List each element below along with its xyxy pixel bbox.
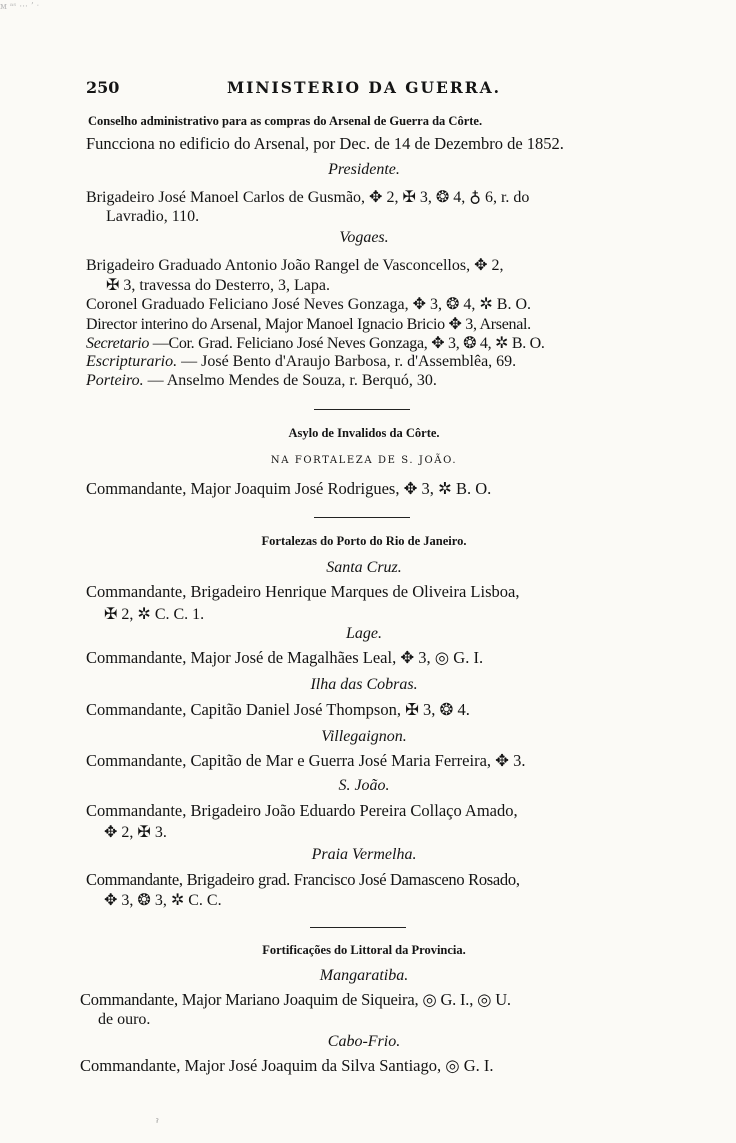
fortalezas-heading: Fortalezas do Porto do Rio de Janeiro. [261, 534, 467, 548]
praia-line1: Commandante, Brigadeiro grad. Francisco José Damasceno Rosado, [86, 870, 520, 889]
secretario-text: —Cor. Grad. Feliciano José Neves Gonzaga, ✥ 3, ❂ 4, ✲ B. O. [152, 335, 545, 352]
vogal1-line1: Brigadeiro Graduado Antonio João Rangel de Vasconcellos, ✥ 2, [86, 257, 504, 274]
cabo-frio-line: Commandante, Major José Joaquim da Silva Santiago, ◎ G. I. [80, 1056, 494, 1075]
asylo-subheading: NA FORTALEZA DE S. JOÃO. [270, 455, 458, 466]
praia-line2: ✥ 3, ❂ 3, ✲ C. C. [104, 892, 222, 909]
vogaes-label: Vogaes. [339, 229, 389, 246]
running-title: MINISTERIO DA GUERRA. [226, 78, 501, 97]
presidente-label: Presidente. [328, 161, 400, 178]
vogal2-line: Coronel Graduado Feliciano José Neves Gonzaga, ✥ 3, ❂ 4, ✲ B. O. [86, 296, 532, 313]
asylo-heading: Asylo de Invalidos da Côrte. [288, 426, 440, 440]
page-number: 250 [86, 78, 120, 97]
mangaratiba-label: Mangaratiba. [319, 967, 409, 984]
ilha-label: Ilha das Cobras. [310, 676, 418, 693]
villegaignon-label: Villegaignon. [321, 728, 407, 745]
presidente-line2: Lavradio, 110. [106, 208, 200, 225]
scan-mark: ᴍ ᵃˢ ··· ʼ ˑ [0, 2, 40, 12]
page-header [86, 78, 642, 100]
footer-mark: ˀ [156, 1118, 159, 1129]
secretario-label: Secretario [86, 335, 150, 352]
presidente-line1: Brigadeiro José Manoel Carlos de Gusmão, ✥ 2, ✠ 3, ❂ 4, ♁ 6, r. do [86, 189, 530, 206]
fortificacoes-heading: Fortificações do Littoral da Provincia. [262, 943, 466, 957]
mangaratiba-line2: de ouro. [98, 1011, 151, 1028]
porteiro-line [86, 372, 437, 390]
vogal1-line2: ✠ 3, travessa do Desterro, 3, Lapa. [106, 277, 330, 294]
santa-cruz-line1: Commandante, Brigadeiro Henrique Marques de Oliveira Lisboa, [86, 582, 520, 601]
sjoao-line2: ✥ 2, ✠ 3. [104, 824, 167, 841]
section-divider [310, 927, 406, 928]
porteiro-text: — Anselmo Mendes de Souza, r. Berquó, 30. [147, 372, 437, 389]
escripturario-text: — José Bento d'Araujo Barbosa, r. d'Assemblêa, 69. [181, 353, 517, 370]
praia-label: Praia Vermelha. [311, 846, 417, 863]
villegaignon-line: Commandante, Capitão de Mar e Guerra José Maria Ferreira, ✥ 3. [86, 751, 526, 770]
asylo-commandante: Commandante, Major Joaquim José Rodrigues, ✥ 3, ✲ B. O. [86, 479, 492, 498]
cabo-frio-label: Cabo-Frio. [327, 1033, 401, 1050]
mangaratiba-line1: Commandante, Major Mariano Joaquim de Siqueira, ◎ G. I., ◎ U. [80, 990, 511, 1009]
conselho-intro: Funcciona no edificio do Arsenal, por Dec. de 14 de Dezembro de 1852. [86, 134, 564, 153]
lage-label: Lage. [346, 625, 382, 642]
sjoao-line1: Commandante, Brigadeiro João Eduardo Pereira Collaço Amado, [86, 801, 518, 820]
sjoao-label: S. João. [338, 777, 390, 794]
secretario-line [86, 333, 545, 353]
director-line: Director interino do Arsenal, Major Manoel Ignacio Bricio ✥ 3, Arsenal. [86, 316, 531, 333]
conselho-heading: Conselho administrativo para as compras do Arsenal de Guerra da Côrte. [88, 114, 483, 128]
ilha-line: Commandante, Capitão Daniel José Thompson, ✠ 3, ❂ 4. [86, 700, 470, 719]
escripturario-line [86, 353, 516, 371]
porteiro-label: Porteiro. [86, 372, 144, 389]
section-divider [314, 409, 410, 410]
santa-cruz-line2: ✠ 2, ✲ C. C. 1. [104, 606, 205, 623]
escripturario-label: Escripturario. [86, 353, 178, 370]
santa-cruz-label: Santa Cruz. [326, 559, 402, 576]
section-divider [314, 517, 410, 518]
lage-line: Commandante, Major José de Magalhães Leal, ✥ 3, ◎ G. I. [86, 648, 484, 667]
